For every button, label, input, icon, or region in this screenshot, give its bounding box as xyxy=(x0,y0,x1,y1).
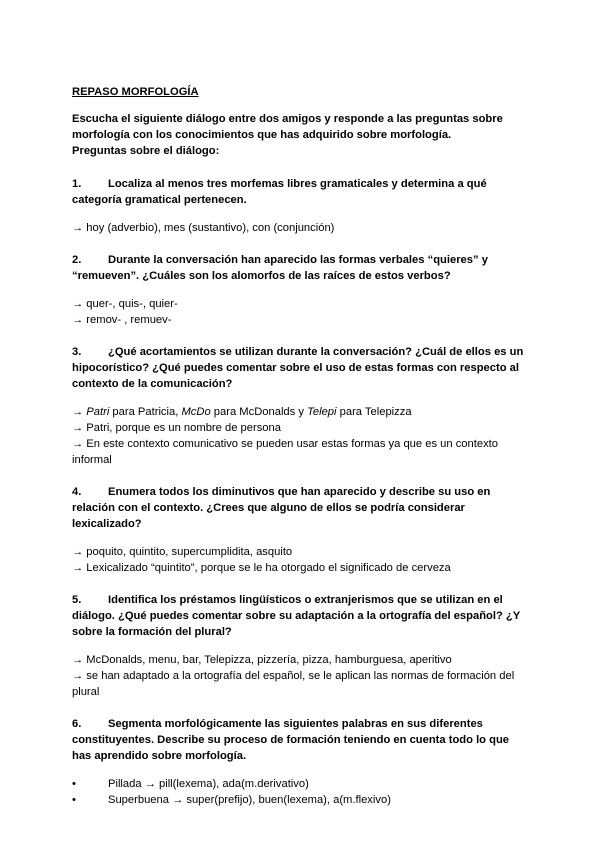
answer-line: → hoy (adverbio), mes (sustantivo), con (conjunción) xyxy=(72,222,335,234)
list-item xyxy=(72,792,532,808)
question-number: 2. xyxy=(72,254,82,266)
question-3 xyxy=(72,344,532,468)
question-line: contexto de la comunicación? xyxy=(72,378,233,390)
question-line: Localiza al menos tres morfemas libres gramaticales y determina a qué xyxy=(108,178,487,190)
question-line: Enumera todos los diminutivos que han aparecido y describe su uso en xyxy=(108,486,491,498)
question-line: Segmenta morfológicamente las siguientes palabras en sus diferentes xyxy=(108,718,483,730)
question-text xyxy=(72,176,532,192)
answer-line: plural xyxy=(72,686,100,698)
question-line: relación con el contexto. ¿Crees que alguno de ellos se podría considerar xyxy=(72,502,465,514)
intro-line: Preguntas sobre el diálogo: xyxy=(72,145,220,157)
answer-line: → poquito, quintito, supercumplidita, asquito xyxy=(72,546,293,558)
question-line: lexicalizado? xyxy=(72,518,142,530)
list-item-text: Superbuena → super(prefijo), buen(lexema), a(m.flexivo) xyxy=(108,794,391,806)
abbreviation: Patri xyxy=(86,406,110,418)
question-line: ¿Qué acortamientos se utilizan durante la conversación? ¿Cuál de ellos es un xyxy=(108,346,524,358)
question-text xyxy=(72,344,532,360)
question-line: sobre la formación del plural? xyxy=(72,626,232,638)
answer-line: → se han adaptado a la ortografía del español, se le aplican las normas de formación del xyxy=(72,670,515,682)
answer-line: → McDonalds, menu, bar, Telepizza, pizzería, pizza, hamburguesa, aperitivo xyxy=(72,654,452,666)
answer-line: → quer-, quis-, quier- xyxy=(72,298,178,310)
question-text xyxy=(72,484,532,500)
answer-line: → remov- , remuev- xyxy=(72,314,172,326)
question-line: “remueven”. ¿Cuáles son los alomorfos de las raíces de estos verbos? xyxy=(72,270,451,282)
question-5 xyxy=(72,592,532,700)
answer-line: → En este contexto comunicativo se pueden usar estas formas ya que es un contexto xyxy=(72,438,498,450)
answer-line: informal xyxy=(72,454,112,466)
question-number: 5. xyxy=(72,594,82,606)
question-4 xyxy=(72,484,532,576)
document-page xyxy=(72,84,532,808)
answer-text: para Telepizza xyxy=(336,406,412,418)
bullet-icon: • xyxy=(72,778,76,790)
question-text xyxy=(72,252,532,268)
question-number: 4. xyxy=(72,486,82,498)
intro-line: Escucha el siguiente diálogo entre dos amigos y responde a las preguntas sobre xyxy=(72,113,503,125)
abbreviation: Telepi xyxy=(307,406,337,418)
intro-line: morfología con los conocimientos que has adquirido sobre morfología. xyxy=(72,129,452,141)
question-number: 6. xyxy=(72,718,82,730)
question-number: 1. xyxy=(72,178,82,190)
list-item xyxy=(72,776,532,792)
question-1 xyxy=(72,176,532,236)
question-text xyxy=(72,592,532,608)
document-title: REPASO MORFOLOGÍA xyxy=(72,86,199,98)
question-line: has aprendido sobre morfología. xyxy=(72,750,247,762)
abbreviation: McDo xyxy=(181,406,211,418)
list-item-text: Pillada → pill(lexema), ada(m.derivativo) xyxy=(108,778,309,790)
question-number: 3. xyxy=(72,346,82,358)
question-text xyxy=(72,716,532,732)
answer-text: para McDonalds y xyxy=(210,406,308,418)
question-line: categoría gramatical pertenecen. xyxy=(72,194,247,206)
question-line: diálogo. ¿Qué puedes comentar sobre su adaptación a la ortografía del español? ¿Y xyxy=(72,610,521,622)
bullet-icon: • xyxy=(72,794,76,806)
question-6 xyxy=(72,716,532,808)
intro-paragraph xyxy=(72,111,532,159)
answer-line: → Patri, porque es un nombre de persona xyxy=(72,422,281,434)
question-line: Durante la conversación han aparecido las formas verbales “quieres” y xyxy=(108,254,488,266)
question-line: constituyentes. Describe su proceso de formación teniendo en cuenta todo lo que xyxy=(72,734,510,746)
question-2 xyxy=(72,252,532,328)
question-line: Identifica los préstamos lingüísticos o extranjerismos que se utilizan en el xyxy=(108,594,503,606)
question-line: hipocorístico? ¿Qué puedes comentar sobre el uso de estas formas con respecto al xyxy=(72,362,520,374)
answer-line: → Lexicalizado “quintito”, porque se le ha otorgado el significado de cerveza xyxy=(72,562,451,574)
answer-line xyxy=(72,404,532,420)
answer-arrow: → xyxy=(72,406,87,418)
answer-text: para Patricia, xyxy=(109,406,182,418)
